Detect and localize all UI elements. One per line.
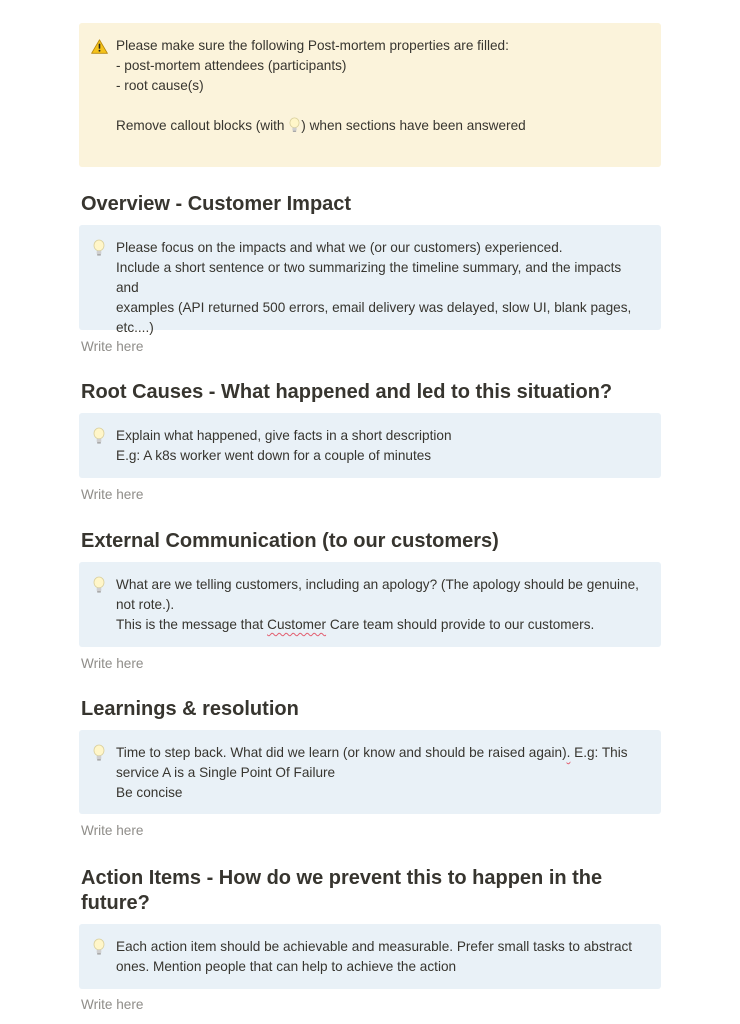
write-here-placeholder[interactable]: Write here [81,487,144,502]
callout-line: What are we telling customers, including an apology? (The apology should be genuine, [116,577,639,592]
lightbulb-icon [90,937,108,957]
warning-line: - root cause(s) [116,78,204,93]
remove-callouts-text: Remove callout blocks (with [116,118,289,133]
callout-line: Explain what happened, give facts in a short description [116,428,452,443]
remove-callouts-line [116,116,647,139]
callout-text: Time to step back. What did we learn (or know and should be raised again) [116,745,567,760]
root-causes-tip-callout[interactable] [79,413,661,478]
callout-text: E.g: This [570,745,628,760]
write-here-placeholder[interactable]: Write here [81,823,144,838]
lightbulb-icon [90,426,108,446]
section-heading-external-communication: External Communication (to our customers) [81,530,499,552]
write-here-placeholder[interactable]: Write here [81,656,144,671]
callout-line: Please focus on the impacts and what we (or our customers) experienced. [116,240,563,255]
lightbulb-icon [90,743,108,763]
callout-line: E.g: A k8s worker went down for a couple of minutes [116,448,432,463]
blank-line [116,96,647,116]
warning-line: - post-mortem attendees (participants) [116,58,347,73]
callout-line: service A is a Single Point Of Failure [116,765,336,780]
action-items-tip-callout[interactable] [79,924,661,989]
callout-line [116,743,647,763]
callout-line: Be concise [116,785,183,800]
external-communication-tip-callout[interactable] [79,562,661,647]
overview-tip-callout[interactable] [79,225,661,335]
warning-icon [90,36,108,56]
spellcheck-word[interactable]: Customer [267,617,327,632]
callout-line: not rote.). [116,597,175,612]
section-heading-learnings: Learnings & resolution [81,698,299,720]
callout-text: Care team should provide to our customers. [326,617,595,632]
callout-line: Include a short sentence or two summarizing the timeline summary, and the impacts and [116,260,625,295]
lightbulb-icon [289,117,300,139]
section-heading-overview: Overview - Customer Impact [81,193,352,215]
write-here-placeholder[interactable]: Write here [81,997,144,1012]
callout-line: etc....) [116,320,154,335]
section-heading-action-items: Action Items - How do we prevent this to happen in the future? [81,867,603,914]
callout-line: Each action item should be achievable and measurable. Prefer small tasks to abstract [116,939,633,954]
callout-line [116,615,647,635]
spellcheck-mark[interactable]: . [566,745,571,760]
lightbulb-icon [90,238,108,258]
callout-line: ones. Mention people that can help to achieve the action [116,959,457,974]
callout-text: This is the message that [116,617,268,632]
remove-callouts-text: ) when sections have been answered [301,118,526,133]
section-heading-root-causes: Root Causes - What happened and led to this situation? [81,381,613,403]
properties-warning-callout[interactable] [79,23,661,167]
lightbulb-icon [90,575,108,595]
warning-line: Please make sure the following Post-mortem properties are filled: [116,38,509,53]
write-here-placeholder[interactable]: Write here [81,339,144,354]
learnings-tip-callout[interactable] [79,730,661,814]
callout-line: examples (API returned 500 errors, email delivery was delayed, slow UI, blank pages, [116,300,632,315]
